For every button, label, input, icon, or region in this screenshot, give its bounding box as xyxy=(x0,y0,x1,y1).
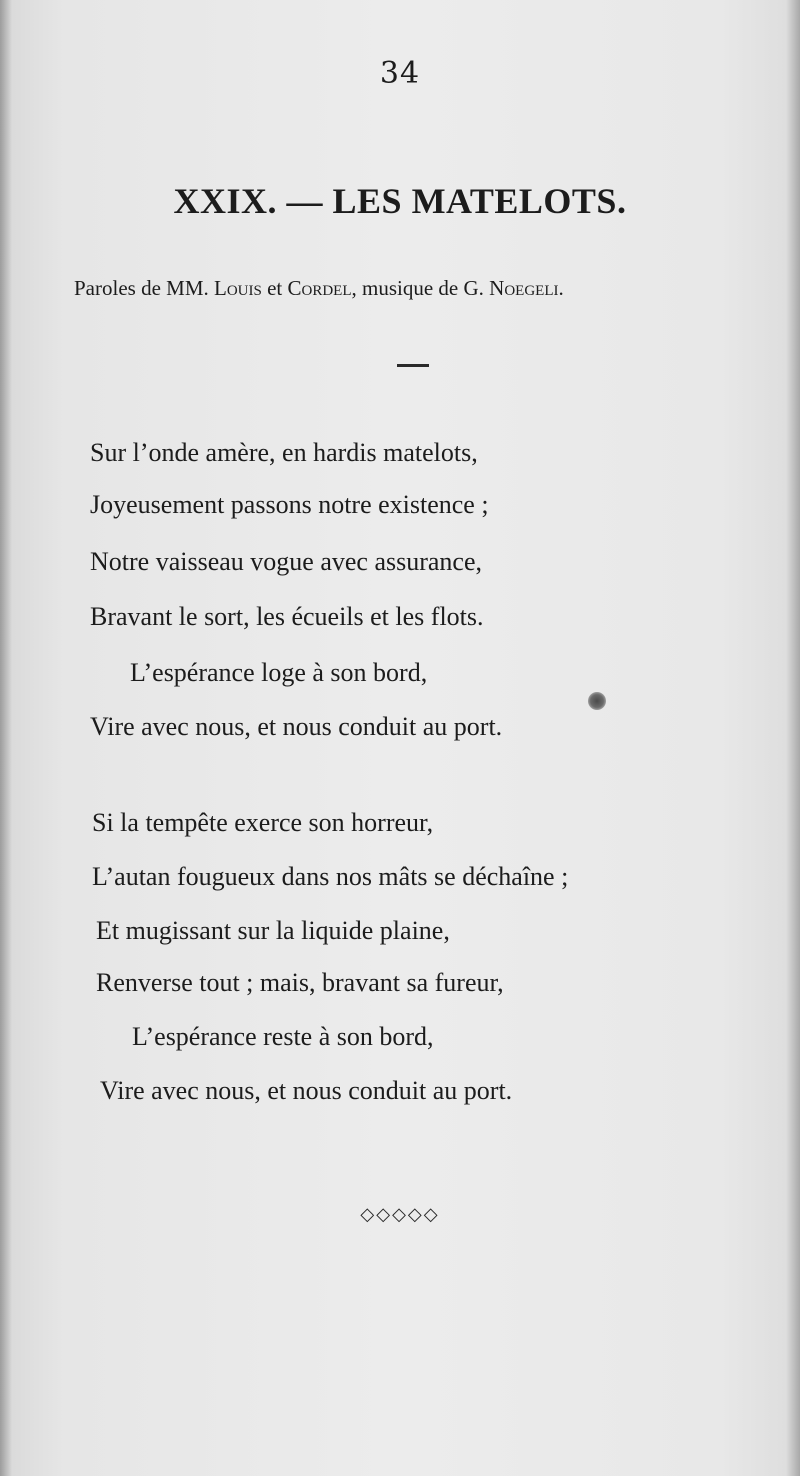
author-louis: Louis xyxy=(214,276,262,300)
verse-line: Vire avec nous, et nous conduit au port. xyxy=(90,712,503,741)
verse-line: Bravant le sort, les écueils et les flots. xyxy=(90,602,484,631)
credits-prefix: Paroles de MM. xyxy=(74,276,214,300)
title-separator xyxy=(397,364,429,367)
verse-line: Notre vaisseau vogue avec assurance, xyxy=(90,547,482,576)
verse-line: L’autan fougueux dans nos mâts se déchaîne ; xyxy=(92,862,569,891)
verse-line: L’espérance loge à son bord, xyxy=(130,658,428,687)
credits-middle: , musique de G. xyxy=(351,276,490,300)
verse-line: L’espérance reste à son bord, xyxy=(132,1022,434,1051)
composer-noegeli: Noegeli. xyxy=(489,276,564,300)
end-ornament: ◇◇◇◇◇ xyxy=(360,1204,440,1225)
author-cordel: Cordel xyxy=(287,276,352,300)
verse-line: Joyeusement passons notre existence ; xyxy=(90,490,489,519)
page-title: XXIX. — LES MATELOTS. xyxy=(173,181,627,221)
verse-line: Renverse tout ; mais, bravant sa fureur, xyxy=(96,968,504,997)
credits-line xyxy=(74,276,770,301)
verse-line: Et mugissant sur la liquide plaine, xyxy=(96,916,450,945)
verse-line: Sur l’onde amère, en hardis matelots, xyxy=(90,438,478,467)
verse-line: Vire avec nous, et nous conduit au port. xyxy=(100,1076,513,1105)
page-number: 34 xyxy=(379,56,421,91)
credits-conjunction: et xyxy=(261,276,288,300)
ink-stain xyxy=(588,692,606,710)
verse-line: Si la tempête exerce son horreur, xyxy=(92,808,434,837)
